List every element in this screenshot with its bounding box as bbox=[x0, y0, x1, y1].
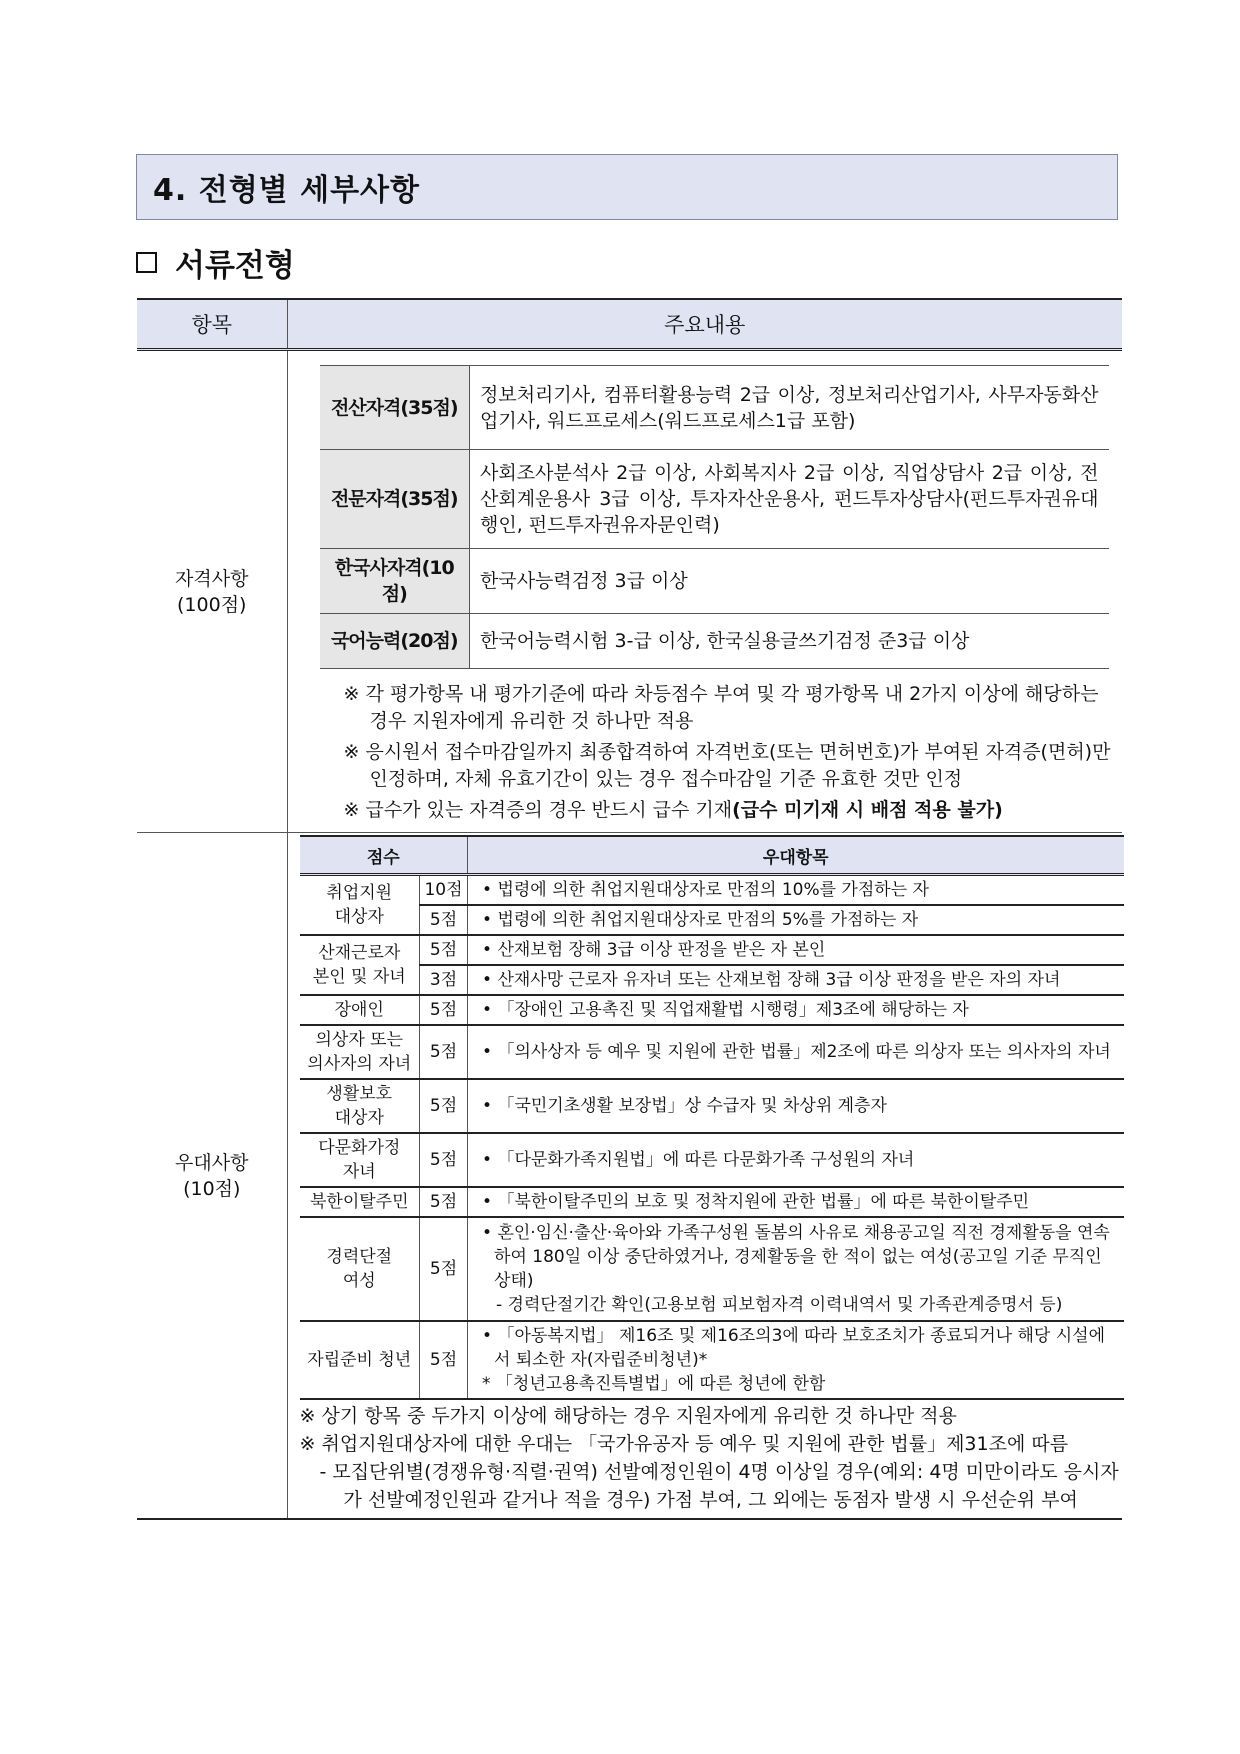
header-item: 항목 bbox=[137, 299, 287, 350]
checkbox-icon bbox=[136, 252, 157, 273]
pref-row bbox=[300, 875, 1124, 906]
pref-item: • 「아동복지법」 제16조 및 제16조의3에 따라 보호조치가 종료되거나 해당 시설에서 퇴소한 자(자립준비청년)* * 「청년고용촉진특별법」에 따른 청년에 한함 bbox=[468, 1321, 1124, 1399]
pref-points: 10점 bbox=[420, 875, 468, 906]
qual-name: 한국사자격(10점) bbox=[320, 549, 470, 614]
pref-category: 취업지원 대상자 bbox=[300, 875, 420, 936]
pref-category: 경력단절 여성 bbox=[300, 1217, 420, 1321]
pref-row bbox=[300, 965, 1124, 995]
preferences-table bbox=[300, 835, 1124, 1400]
qual-row bbox=[320, 366, 1109, 450]
pref-category: 자립준비 청년 bbox=[300, 1321, 420, 1399]
qual-row bbox=[320, 614, 1109, 669]
note: ※ 상기 항목 중 두가지 이상에 해당하는 경우 지원자에게 유리한 것 하나만 적용 bbox=[299, 1405, 957, 1427]
qualifications-notes bbox=[344, 681, 1123, 824]
header-pref-item: 우대항목 bbox=[468, 836, 1124, 875]
pref-item: • 「국민기초생활 보장법」상 수급자 및 차상위 계층자 bbox=[468, 1079, 1124, 1133]
qual-name: 전문자격(35점) bbox=[320, 450, 470, 549]
pref-row bbox=[300, 1025, 1124, 1079]
pref-category: 북한이탈주민 bbox=[300, 1187, 420, 1217]
note: ※ 각 평가항목 내 평가기준에 따라 차등점수 부여 및 각 평가항목 내 2가지 이상에 해당하는 경우 지원자에게 유리한 것 하나만 적용 bbox=[343, 683, 1099, 732]
pref-category: 생활보호 대상자 bbox=[300, 1079, 420, 1133]
pref-item: • 법령에 의한 취업지원대상자로 만점의 5%를 가점하는 자 bbox=[468, 905, 1124, 935]
qual-row bbox=[320, 450, 1109, 549]
preferences-label: 우대사항 (10점) bbox=[137, 833, 287, 1520]
qualifications-row bbox=[137, 350, 1122, 833]
preferences-notes bbox=[300, 1402, 1123, 1514]
pref-row bbox=[300, 1321, 1124, 1399]
pref-points: 5점 bbox=[420, 995, 468, 1025]
preferences-content bbox=[287, 833, 1122, 1520]
pref-item: • 산재보험 장해 3급 이상 판정을 받은 자 본인 bbox=[468, 935, 1124, 965]
pref-category: 의상자 또는 의사자의 자녀 bbox=[300, 1025, 420, 1079]
section-header bbox=[136, 154, 1118, 220]
note: ※ 응시원서 접수마감일까지 최종합격하여 자격번호(또는 면허번호)가 부여된 자격증(면허)만 인정하며, 자체 유효기간이 있는 경우 접수마감일 기준 유효한 것만 인정 bbox=[343, 741, 1111, 790]
pref-points: 5점 bbox=[420, 1025, 468, 1079]
note: ※ 급수가 있는 자격증의 경우 반드시 급수 기재(급수 미기재 시 배점 적용 불가) bbox=[343, 799, 1003, 821]
pref-row bbox=[300, 1079, 1124, 1133]
qualifications-content bbox=[287, 350, 1122, 833]
pref-points: 5점 bbox=[420, 905, 468, 935]
pref-points: 5점 bbox=[420, 1187, 468, 1217]
pref-row bbox=[300, 995, 1124, 1025]
pref-category: 산재근로자 본인 및 자녀 bbox=[300, 935, 420, 995]
pref-item: • 「장애인 고용촉진 및 직업재활법 시행령」제3조에 해당하는 자 bbox=[468, 995, 1124, 1025]
qual-desc: 한국어능력시험 3-급 이상, 한국실용글쓰기검정 준3급 이상 bbox=[470, 614, 1109, 669]
subsection-heading bbox=[136, 240, 295, 284]
qual-name: 국어능력(20점) bbox=[320, 614, 470, 669]
note: ※ 취업지원대상자에 대한 우대는 「국가유공자 등 예우 및 지원에 관한 법률」제31조에 따름 bbox=[299, 1433, 1069, 1455]
qual-desc: 한국사능력검정 3급 이상 bbox=[470, 549, 1109, 614]
qual-row bbox=[320, 549, 1109, 614]
pref-item: • 「다문화가족지원법」에 따른 다문화가족 구성원의 자녀 bbox=[468, 1133, 1124, 1187]
pref-row bbox=[300, 905, 1124, 935]
pref-row bbox=[300, 935, 1124, 965]
qualifications-label: 자격사항 (100점) bbox=[137, 350, 287, 833]
qual-desc: 사회조사분석사 2급 이상, 사회복지사 2급 이상, 직업상담사 2급 이상, 전산회계운용사 3급 이상, 투자자산운용사, 펀드투자상담사(펀드투자권유대행인, 펀드투자권유자문인력) bbox=[470, 450, 1109, 549]
subsection-title: 서류전형 bbox=[175, 247, 295, 284]
pref-row bbox=[300, 1133, 1124, 1187]
pref-item: • 「의사상자 등 예우 및 지원에 관한 법률」제2조에 따른 의상자 또는 의사자의 자녀 bbox=[468, 1025, 1124, 1079]
screening-table bbox=[137, 298, 1122, 1520]
preferences-row bbox=[137, 833, 1122, 1520]
pref-row bbox=[300, 1187, 1124, 1217]
pref-item: • 법령에 의한 취업지원대상자로 만점의 10%를 가점하는 자 bbox=[468, 875, 1124, 906]
pref-points: 5점 bbox=[420, 1079, 468, 1133]
pref-item: • 혼인·임신·출산·육아와 가족구성원 돌봄의 사유로 채용공고일 직전 경제활동을 연속하여 180일 이상 중단하였거나, 경제활동을 한 적이 없는 여성(공고일 기준 무직인 상태) - 경력단절기간 확인(고용보험 피보험자격 이력내역서 및 가족관계증명서 등) bbox=[468, 1217, 1124, 1321]
qual-name: 전산자격(35점) bbox=[320, 366, 470, 450]
section-title: 4. 전형별 세부사항 bbox=[153, 173, 421, 208]
pref-points: 5점 bbox=[420, 935, 468, 965]
pref-item: • 「북한이탈주민의 보호 및 정착지원에 관한 법률」에 따른 북한이탈주민 bbox=[468, 1187, 1124, 1217]
header-content: 주요내용 bbox=[287, 299, 1122, 350]
pref-points: 5점 bbox=[420, 1321, 468, 1399]
pref-item: • 산재사망 근로자 유자녀 또는 산재보험 장해 3급 이상 판정을 받은 자의 자녀 bbox=[468, 965, 1124, 995]
pref-category: 다문화가정 자녀 bbox=[300, 1133, 420, 1187]
pref-category: 장애인 bbox=[300, 995, 420, 1025]
pref-points: 3점 bbox=[420, 965, 468, 995]
pref-row bbox=[300, 1217, 1124, 1321]
pref-points: 5점 bbox=[420, 1133, 468, 1187]
qualifications-table bbox=[320, 365, 1109, 669]
pref-points: 5점 bbox=[420, 1217, 468, 1321]
header-score: 점수 bbox=[300, 836, 468, 875]
qual-desc: 정보처리기사, 컴퓨터활용능력 2급 이상, 정보처리산업기사, 사무자동화산업기사, 워드프로세스(워드프로세스1급 포함) bbox=[470, 366, 1109, 450]
note: - 모집단위별(경쟁유형·직렬·권역) 선발예정인원이 4명 이상일 경우(예외: 4명 미만이라도 응시자가 선발예정인원과 같거나 적을 경우) 가점 부여, 그 외에는 동점자 발생 시 우선순위 부여 bbox=[319, 1461, 1119, 1511]
